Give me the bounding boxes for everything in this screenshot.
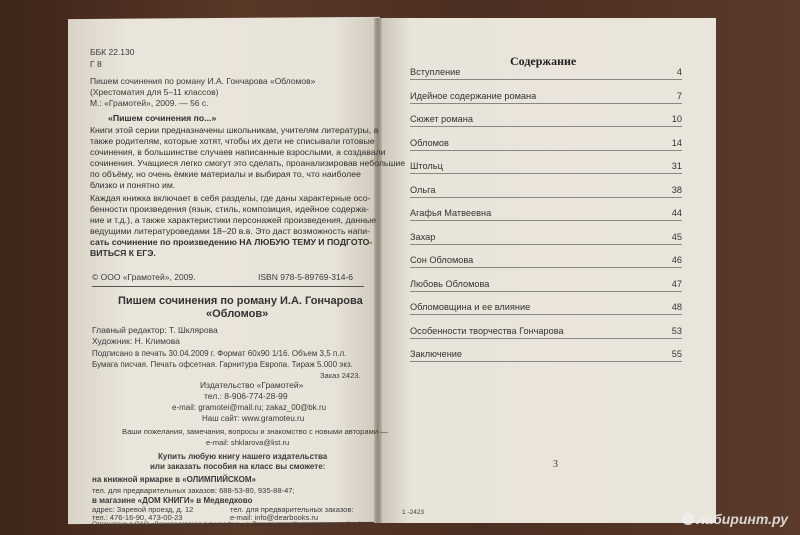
toc-entry-page: 45 [671, 231, 682, 242]
para2-line: сать сочинение по произведению НА ЛЮБУЮ ТЕМУ И ПОДГОТО- [90, 237, 373, 247]
shop-address: адрес: Заревой проезд, д. 12 [92, 505, 194, 514]
toc-entry-label: Агафья Матвеевна [410, 208, 492, 218]
toc-entry-page: 14 [671, 137, 682, 148]
toc-entry-rule [410, 314, 682, 315]
shop-email: e-mail: info@dearbooks.ru [230, 513, 319, 522]
para1-line: также родителям, которые хотят, чтобы их дети не списывали готовые [90, 136, 375, 146]
publisher: Издательство «Грамотей» [200, 380, 304, 390]
toc-entry [410, 326, 682, 339]
toc-entry-page: 4 [676, 67, 682, 77]
copyright: © ООО «Грамотей», 2009. [92, 272, 196, 282]
toc-entry-label: Штольц [410, 161, 443, 171]
para1-line: Книги этой серии предназначены школьникам, учителям литературы, а [90, 125, 379, 135]
divider [92, 286, 364, 287]
toc-entry-rule [410, 267, 682, 268]
toc-entry-rule [410, 338, 682, 339]
toc-entry-rule [410, 103, 682, 104]
order-number: Заказ 2423. [320, 371, 361, 380]
toc-entry-page: 44 [671, 208, 682, 218]
toc-entry [410, 185, 682, 198]
toc-entry [410, 67, 682, 80]
toc-entry [410, 279, 682, 292]
index-code: Г 8 [90, 59, 102, 69]
toc-entry-rule [410, 173, 682, 174]
toc-entry [410, 114, 682, 127]
toc-entry-rule [410, 197, 682, 198]
toc-entry-rule [410, 150, 682, 151]
publisher-emails: e-mail: gramotei@mail.ru; zakaz_00@bk.ru [172, 403, 327, 412]
para1-line: близко и понятно им. [90, 180, 176, 190]
print-info-line: Бумага писчая. Печать офсетная. Гарнитура Европа. Тираж 5.000 экз. [92, 360, 353, 369]
biblio-line-3: М.: «Грамотей», 2009. — 56 с. [90, 98, 209, 108]
toc-entry-label: Идейное содержание романа [410, 90, 537, 101]
para2-line: Каждая книжка включает в себя разделы, где даны характерные осо- [90, 193, 371, 203]
toc-entry-label: Особенности творчества Гончарова [410, 325, 564, 336]
toc-entry-rule [410, 244, 682, 245]
toc-entry-page: 55 [671, 349, 682, 359]
labirint-logo-icon [682, 513, 694, 525]
order-mark: 1 -2423 [402, 509, 425, 516]
toc-entry-rule [410, 79, 682, 80]
toc-entry [410, 208, 682, 221]
toc-entry-rule [410, 361, 682, 362]
print-info-line: Подписано в печать 30.04.2009 г. Формат 60х90 1/16. Объем 3,5 п.л. [92, 349, 347, 358]
shop-location: в магазине «ДОМ КНИГИ» в Медведково [92, 496, 253, 505]
book-spine-gutter [374, 18, 382, 523]
toc-entry-rule [410, 291, 682, 292]
toc-entry [410, 232, 682, 245]
toc-entry-label: Ольга [410, 184, 436, 195]
toc-entry-page: 48 [671, 302, 682, 312]
para1-line: сочинения. Учащиеся легко смогут это сделать, проанализировав небольшие [90, 158, 406, 168]
toc-entry [410, 302, 682, 315]
toc-entry-label: Сюжет романа [410, 114, 473, 124]
biblio-line-1: Пишем сочинения по роману И.А. Гончарова «Обломов» [90, 76, 316, 86]
para2-line: ние и т.д.), а также характеристики персонажей произведения, данные [90, 215, 377, 225]
page-number: 3 [553, 459, 558, 470]
toc-entry-page: 47 [671, 278, 682, 289]
toc-entry-label: Обломов [410, 137, 449, 148]
buy-heading-line: или заказать пособия на класс вы сможете: [150, 462, 326, 471]
watermark [682, 511, 788, 527]
fair-location: на книжной ярмарке в «ОЛИМПИЙСКОМ» [92, 475, 256, 484]
toc-entry-page: 38 [671, 184, 682, 195]
para2-line: ВИТЬСЯ К ЕГЭ. [90, 248, 156, 258]
toc-entry-label: Заключение [410, 349, 463, 359]
toc-entry [410, 255, 682, 268]
feedback-line: Ваши пожелания, замечания, вопросы и знакомство с новыми авторами — [122, 427, 388, 436]
para1-line: по объёму, но очень ёмкие материалы и выбирая то, что наиболее [90, 169, 361, 179]
bbk-code: ББК 22.130 [90, 47, 135, 57]
para2-line: ведущими литературоведами 18–20 в.в. Это даст возможность напи- [90, 226, 370, 236]
toc-entry-page: 53 [671, 325, 682, 336]
toc-entry-page: 31 [671, 161, 682, 171]
toc-entry [410, 349, 682, 362]
artist: Художник: Н. Климова [92, 336, 180, 346]
watermark-text: лабиринт.ру [696, 511, 788, 527]
buy-heading-line: Купить любую книгу нашего издательства [158, 452, 328, 461]
publisher-phone: тел.: 8-906-774-28-99 [204, 391, 288, 401]
toc-entry [410, 138, 682, 151]
biblio-line-2: (Хрестоматия для 5–11 классов) [90, 87, 219, 97]
toc-entry-page: 7 [676, 90, 682, 101]
toc-entry-label: Захар [410, 231, 436, 242]
toc-entry-label: Сон Обломова [410, 255, 474, 265]
series-title: «Пишем сочинения по...» [108, 113, 217, 123]
toc-entry-page: 46 [671, 255, 682, 265]
toc-entry-rule [410, 220, 682, 221]
editor: Главный редактор: Т. Шклярова [92, 325, 218, 335]
printer-info: Отпечатано в ОАО «Домодедовская типография», г. Домодедово, Каширское ш., д. 4, к.1 [92, 521, 362, 528]
shop-phone-label: тел. для предварительных заказов: [230, 505, 354, 514]
toc-title: Содержание [510, 54, 577, 68]
para1-line: сочинения, в большинстве случаев написанные взрослыми, а создавали [90, 147, 386, 157]
book-subtitle: «Обломов» [206, 308, 269, 320]
publisher-site: Наш сайт: www.gramoteu.ru [202, 414, 305, 423]
toc-entry-label: Любовь Обломова [410, 278, 490, 289]
toc-entry-rule [410, 126, 682, 127]
toc-entry-page: 10 [671, 114, 682, 124]
isbn: ISBN 978-5-89769-314-6 [258, 272, 353, 282]
feedback-email: e-mail: shklarova@list.ru [206, 438, 290, 447]
fair-phone: тел. для предварительных заказов: 688-53-80, 935-88-47; [92, 486, 295, 495]
toc-entry [410, 91, 682, 104]
toc-entry-label: Вступление [410, 67, 461, 77]
book-title: Пишем сочинения по роману И.А. Гончарова [118, 295, 363, 307]
toc-entry [410, 161, 682, 174]
shop-phone: тел.: 476-16-90, 473-00-23 [92, 513, 183, 522]
toc-entry-label: Обломовщина и ее влияние [410, 302, 531, 312]
para2-line: бенности произведения (язык, стиль, композиция, идейное содержа- [90, 204, 369, 214]
